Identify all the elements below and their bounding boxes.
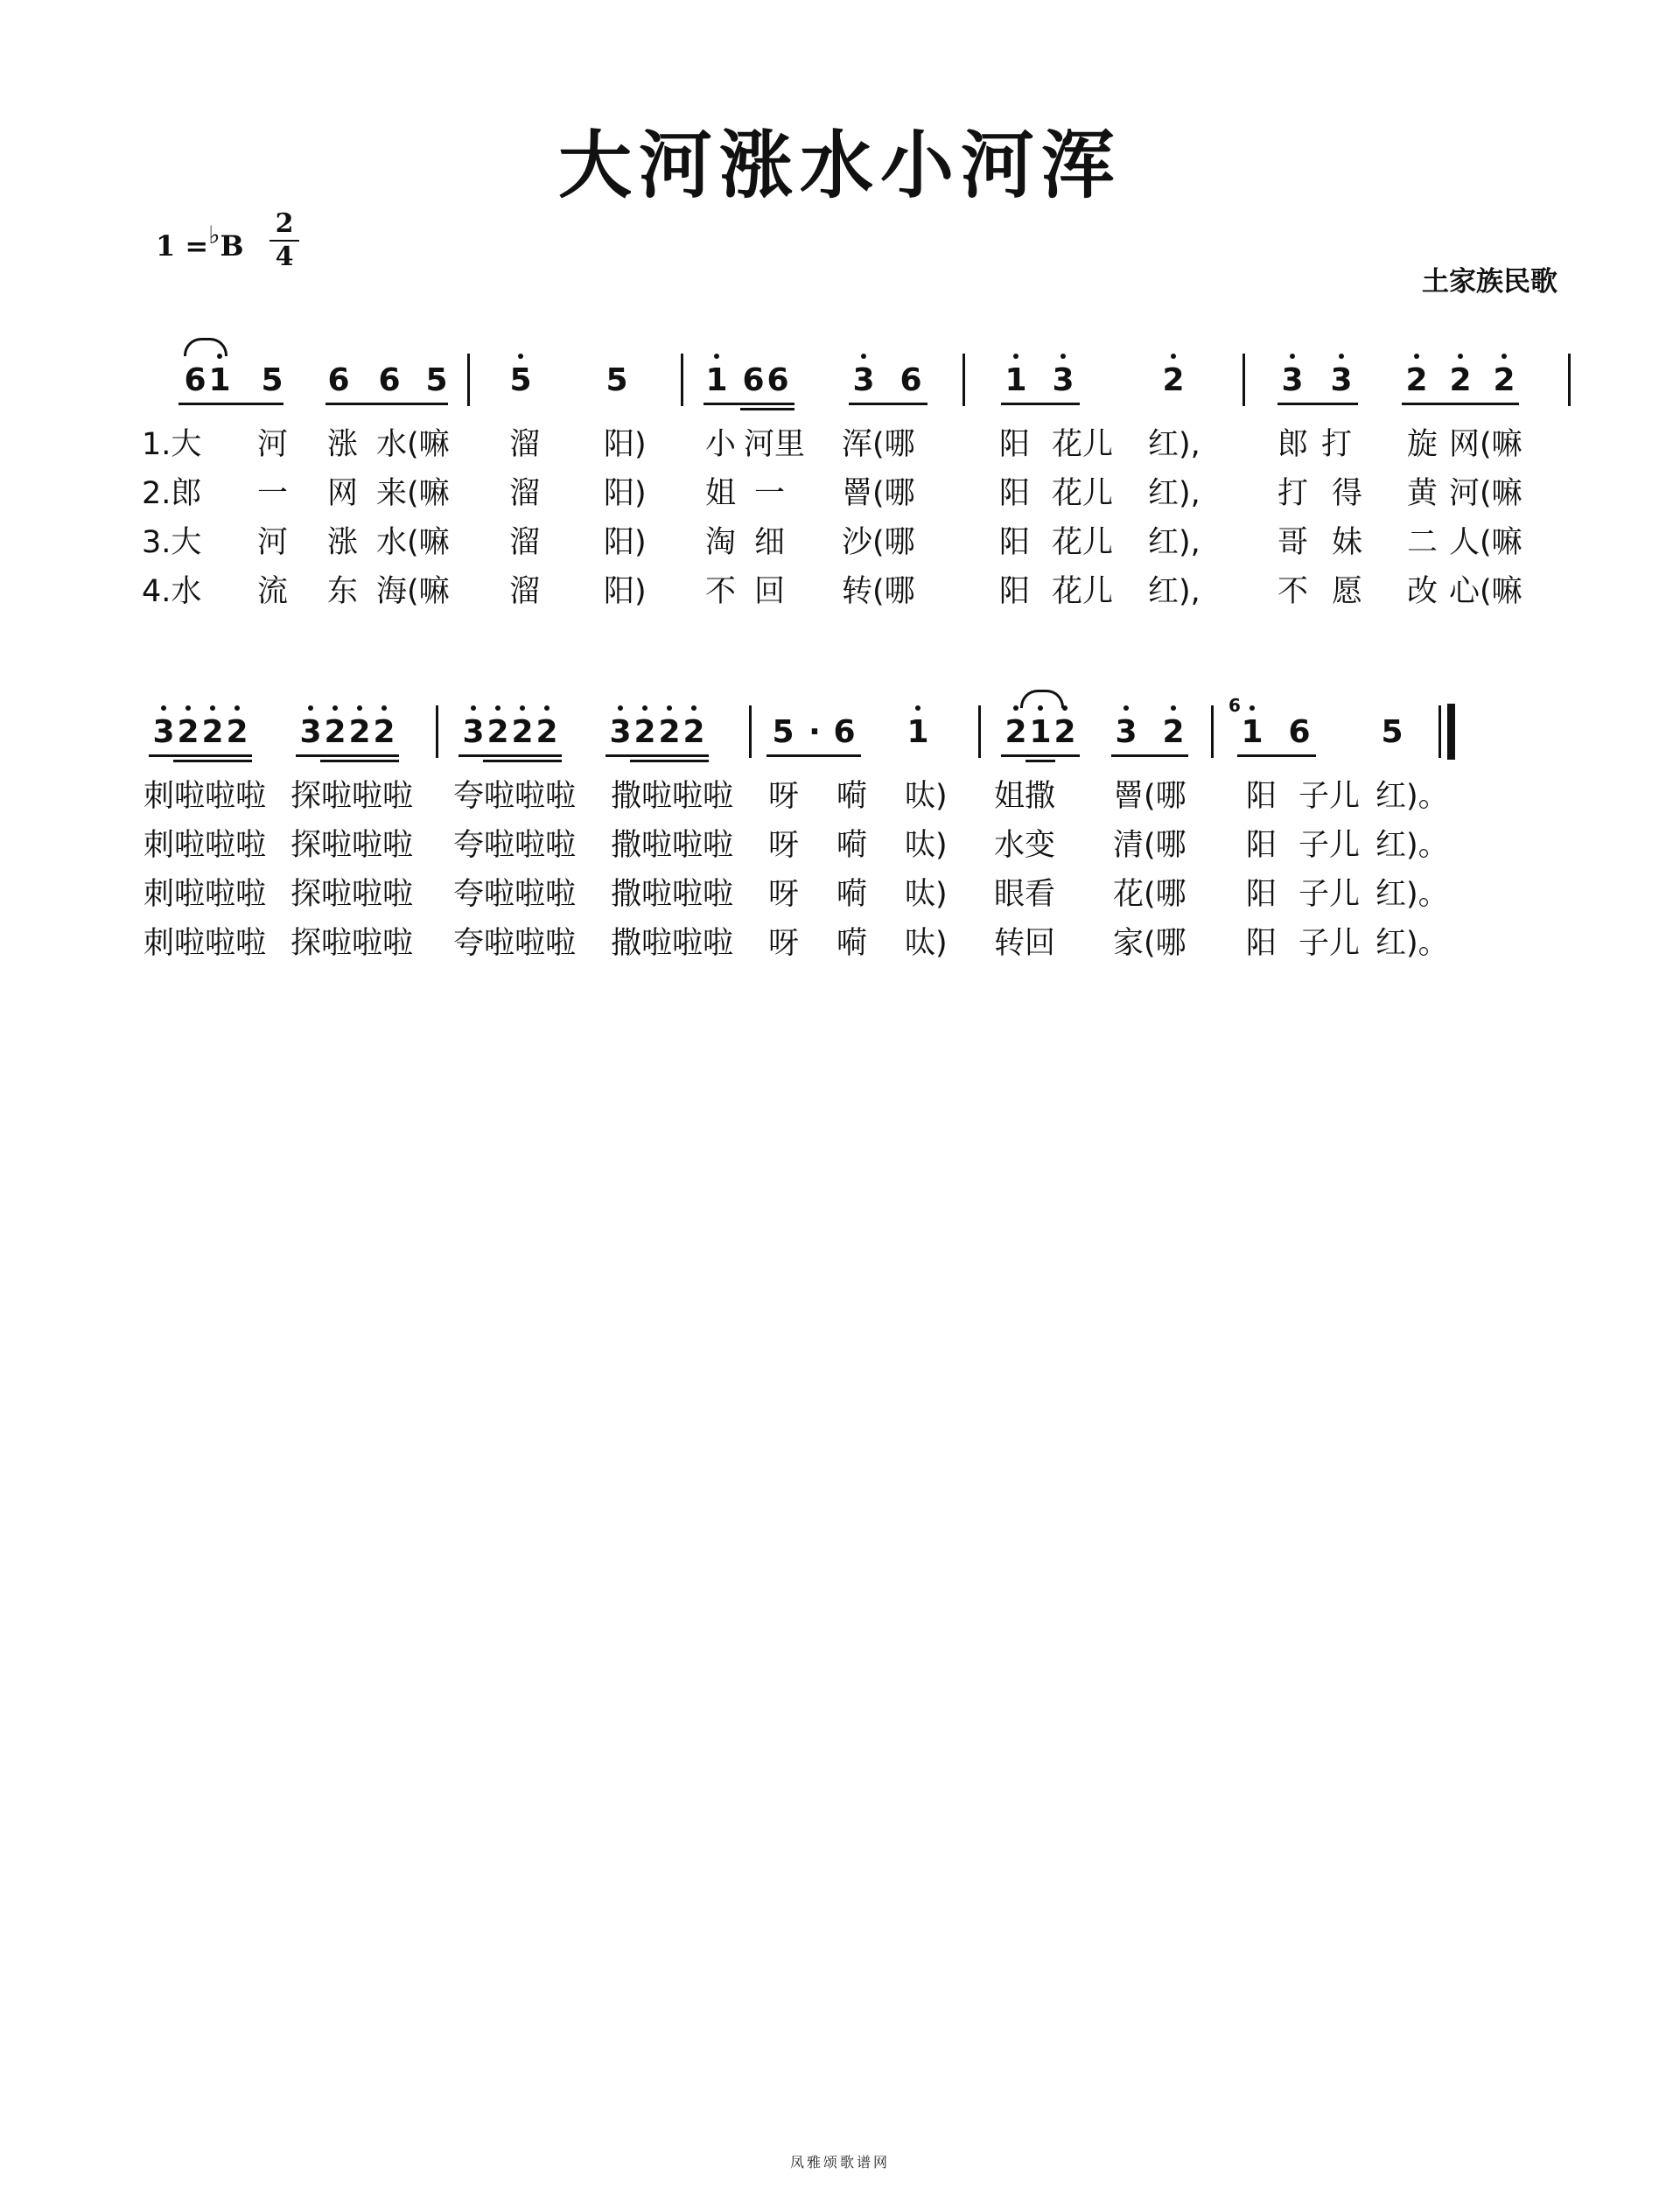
lyric: 红), <box>1148 427 1200 462</box>
bar-line <box>1242 354 1245 406</box>
lyric: 花儿 <box>1052 476 1114 511</box>
high-dot <box>520 705 525 711</box>
key-tonic: B <box>220 229 244 263</box>
lyric: 罾(哪 <box>842 476 915 511</box>
note: 6 <box>184 362 206 398</box>
high-dot <box>1038 705 1043 711</box>
note: 2 <box>1003 714 1029 750</box>
lyric: 不 <box>1278 574 1309 609</box>
lyric: 红), <box>1148 476 1200 511</box>
lyric: 阳) <box>604 574 647 609</box>
lyric: 一 <box>257 476 289 511</box>
lyric: 刺啦啦啦 <box>144 877 267 912</box>
lyric: 改 <box>1407 574 1438 609</box>
lyric: 网 <box>327 476 359 511</box>
bar-line <box>962 354 965 406</box>
high-dot <box>217 354 222 359</box>
lyric: 回 <box>754 574 786 609</box>
lyric-line-verse-4 <box>142 919 1577 968</box>
lyric: 哥 <box>1278 525 1309 560</box>
high-dot <box>1013 705 1018 711</box>
lyric: 阳 <box>999 525 1031 560</box>
high-dot <box>357 705 362 711</box>
lyric: 刺啦啦啦 <box>144 779 267 814</box>
lyric: 溜 <box>509 476 541 511</box>
note: · <box>808 714 821 750</box>
beam <box>458 754 562 757</box>
footer-watermark: 凤雅颂歌谱网 <box>789 2154 890 2170</box>
lyric: 水(嘛 <box>376 525 450 560</box>
lyric: 红), <box>1148 574 1200 609</box>
lyric: 得 <box>1332 476 1363 511</box>
beam <box>1111 754 1188 757</box>
time-signature <box>270 210 299 271</box>
note: 2 <box>632 714 658 750</box>
lyric: 阳 <box>1246 828 1278 863</box>
lyric: 夸啦啦啦 <box>453 828 577 863</box>
high-dot <box>1060 354 1066 359</box>
lyric-line-verse-3 <box>142 870 1577 919</box>
final-bar-line <box>1447 704 1455 760</box>
lyric: 红)。 <box>1376 828 1449 863</box>
note: 2 <box>509 714 536 750</box>
note: 3 <box>460 714 486 750</box>
note: 3 <box>298 714 324 750</box>
lyric: 嗬 <box>836 926 868 961</box>
note: 1 <box>1003 362 1029 398</box>
high-dot <box>1458 354 1463 359</box>
lyric: 一 <box>754 476 786 511</box>
high-dot <box>915 705 920 711</box>
lyric: 3.大 <box>142 525 202 560</box>
beam <box>296 754 399 757</box>
lyric: 撒啦啦啦 <box>611 828 734 863</box>
beam <box>1278 403 1358 405</box>
beam <box>320 760 399 762</box>
note: 2 <box>1404 362 1430 398</box>
note: 3 <box>150 714 177 750</box>
lyric: 花儿 <box>1052 574 1114 609</box>
note: 3 <box>1113 714 1139 750</box>
lyric: 转回 <box>994 926 1056 961</box>
lyric: 夸啦啦啦 <box>453 926 577 961</box>
beam <box>630 760 709 762</box>
lyric: 浑(哪 <box>842 427 915 462</box>
high-dot <box>332 705 338 711</box>
note: 6 <box>833 714 856 750</box>
beam <box>178 403 284 405</box>
lyric: 郎 <box>1278 427 1309 462</box>
lyric: 愿 <box>1332 574 1363 609</box>
lyric: 撒啦啦啦 <box>611 877 734 912</box>
lyric: 黄 <box>1407 476 1438 511</box>
lyric: 子儿 <box>1298 926 1361 961</box>
note: 1 <box>1239 714 1265 750</box>
high-dot <box>1290 354 1295 359</box>
lyric: 涨 <box>327 525 359 560</box>
bar-line <box>1438 705 1441 758</box>
lyric: 呔) <box>905 828 948 863</box>
lyric: 阳 <box>1246 926 1278 961</box>
lyric: 刺啦啦啦 <box>144 828 267 863</box>
high-dot <box>382 705 387 711</box>
lyric: 溜 <box>509 574 541 609</box>
high-dot <box>861 354 866 359</box>
note: 6 <box>327 362 350 398</box>
lyric: 花儿 <box>1052 427 1114 462</box>
lyric: 子儿 <box>1298 779 1361 814</box>
note: 2 <box>224 714 250 750</box>
note: 3 <box>1328 362 1354 398</box>
lyric: 水变 <box>994 828 1056 863</box>
lyric: 2.郎 <box>142 476 202 511</box>
note: 3 <box>607 714 634 750</box>
bar-line <box>681 354 683 406</box>
beam <box>173 760 252 762</box>
lyric: 姐撒 <box>994 779 1056 814</box>
high-dot <box>210 705 215 711</box>
high-dot <box>495 705 500 711</box>
lyric: 呀 <box>768 779 800 814</box>
lyric: 河 <box>257 427 289 462</box>
high-dot <box>1414 354 1419 359</box>
lyric: 呔) <box>905 926 948 961</box>
lyric: 打 <box>1321 427 1353 462</box>
high-dot <box>1339 354 1344 359</box>
high-dot <box>1171 705 1176 711</box>
high-dot <box>1124 705 1129 711</box>
beam <box>1026 760 1055 762</box>
note: 6 <box>378 362 401 398</box>
lyric: 阳) <box>604 525 647 560</box>
note: 1 <box>206 362 233 398</box>
note: 5 <box>261 362 284 398</box>
lyric: 花儿 <box>1052 525 1114 560</box>
note: 6 <box>900 362 922 398</box>
notation-row-2 <box>0 695 1680 761</box>
note: 3 <box>850 362 877 398</box>
note: 2 <box>1447 362 1474 398</box>
high-dot <box>1013 354 1018 359</box>
bar-line <box>467 354 470 406</box>
note: 2 <box>175 714 201 750</box>
lyric: 心(嘛 <box>1449 574 1522 609</box>
lyric: 来(嘛 <box>376 476 450 511</box>
beam <box>606 754 709 757</box>
lyrics-block-2 <box>142 772 1577 968</box>
note: 2 <box>1160 362 1186 398</box>
lyric: 小 <box>705 427 737 462</box>
note: 5 <box>508 362 534 398</box>
note: 5 <box>606 362 628 398</box>
beam <box>1001 403 1080 405</box>
lyric-line-verse-3 <box>142 518 1577 567</box>
lyric: 不 <box>705 574 737 609</box>
key-prefix: 1 = <box>156 229 209 263</box>
lyric: 探啦啦啦 <box>290 779 414 814</box>
note: 2 <box>200 714 226 750</box>
lyric: 阳 <box>999 574 1031 609</box>
lyric: 清(哪 <box>1113 828 1186 863</box>
lyric: 红)。 <box>1376 779 1449 814</box>
note: 5 <box>425 362 448 398</box>
bar-line <box>436 705 438 758</box>
beam <box>704 403 794 405</box>
lyric: 撒啦啦啦 <box>611 926 734 961</box>
lyric: 东 <box>327 574 359 609</box>
note: 2 <box>322 714 348 750</box>
lyric-line-verse-2 <box>142 821 1577 870</box>
note: 2 <box>1491 362 1517 398</box>
note: 3 <box>1279 362 1306 398</box>
note: 2 <box>681 714 707 750</box>
lyric: 阳) <box>604 427 647 462</box>
lyric: 红)。 <box>1376 877 1449 912</box>
lyric: 妹 <box>1332 525 1363 560</box>
high-dot <box>714 354 719 359</box>
lyric-line-verse-1 <box>142 420 1577 469</box>
beam <box>1001 754 1080 757</box>
beam <box>1402 403 1519 405</box>
beam <box>849 403 928 405</box>
beam <box>740 408 794 410</box>
high-dot <box>471 705 476 711</box>
lyric: 溜 <box>509 525 541 560</box>
beam <box>149 754 252 757</box>
lyric: 呀 <box>768 828 800 863</box>
time-signature-bottom: 4 <box>275 242 294 272</box>
lyric: 打 <box>1278 476 1309 511</box>
lyric: 水(嘛 <box>376 427 450 462</box>
high-dot <box>1250 705 1255 711</box>
lyric: 阳 <box>999 476 1031 511</box>
time-signature-top: 2 <box>275 208 294 239</box>
note: 2 <box>346 714 373 750</box>
note: 5 <box>772 714 794 750</box>
lyric-line-verse-4 <box>142 567 1577 616</box>
note: 6 <box>1288 714 1311 750</box>
lyric: 罾(哪 <box>1113 779 1186 814</box>
note: 1 <box>905 714 931 750</box>
high-dot <box>544 705 550 711</box>
lyric: 阳 <box>1246 779 1278 814</box>
note: 3 <box>1050 362 1076 398</box>
lyric: 转(哪 <box>842 574 915 609</box>
note: 2 <box>371 714 397 750</box>
note: 2 <box>1052 714 1078 750</box>
lyric: 家(哪 <box>1113 926 1186 961</box>
lyric: 溜 <box>509 427 541 462</box>
lyric: 二 <box>1407 525 1438 560</box>
lyric: 流 <box>257 574 289 609</box>
high-dot <box>234 705 240 711</box>
lyric: 探啦啦啦 <box>290 877 414 912</box>
beam <box>1237 754 1316 757</box>
beam <box>326 403 448 405</box>
note: 6 <box>742 362 765 398</box>
lyric: 网(嘛 <box>1449 427 1522 462</box>
lyric: 1.大 <box>142 427 202 462</box>
lyric: 子儿 <box>1298 877 1361 912</box>
lyric: 嗬 <box>836 877 868 912</box>
high-dot <box>1062 705 1068 711</box>
lyric: 旋 <box>1407 427 1438 462</box>
lyric: 4.水 <box>142 574 202 609</box>
beam <box>483 760 562 762</box>
high-dot <box>618 705 623 711</box>
lyric: 刺啦啦啦 <box>144 926 267 961</box>
high-dot <box>308 705 313 711</box>
lyric: 淘 <box>705 525 737 560</box>
lyric: 阳) <box>604 476 647 511</box>
flat-symbol: ♭ <box>208 221 220 249</box>
lyric: 嗬 <box>836 828 868 863</box>
lyric: 嗬 <box>836 779 868 814</box>
lyric: 红)。 <box>1376 926 1449 961</box>
lyric: 探啦啦啦 <box>290 828 414 863</box>
high-dot <box>518 354 523 359</box>
lyric: 花(哪 <box>1113 877 1186 912</box>
lyric: 眼看 <box>994 877 1056 912</box>
note: 1 <box>704 362 730 398</box>
lyric: 阳 <box>999 427 1031 462</box>
lyric: 人(嘛 <box>1449 525 1522 560</box>
high-dot <box>691 705 696 711</box>
high-dot <box>667 705 672 711</box>
lyrics-block-1 <box>142 420 1577 616</box>
note: 6 <box>766 362 789 398</box>
note: 1 <box>1027 714 1054 750</box>
lyric: 沙(哪 <box>842 525 915 560</box>
lyric: 阳 <box>1246 877 1278 912</box>
high-dot <box>186 705 191 711</box>
beam <box>766 754 861 757</box>
lyric: 呔) <box>905 877 948 912</box>
bar-line <box>1568 354 1571 406</box>
bar-line <box>1211 705 1214 758</box>
lyric: 呀 <box>768 877 800 912</box>
note: 5 <box>1381 714 1404 750</box>
notation-row-1 <box>0 357 1680 410</box>
lyric: 海(嘛 <box>376 574 450 609</box>
lyric: 呀 <box>768 926 800 961</box>
song-source: 土家族民歌 <box>1422 266 1558 298</box>
bar-line <box>978 705 981 758</box>
song-title: 大河涨水小河浑 <box>557 123 1122 208</box>
high-dot <box>1502 354 1507 359</box>
note: 2 <box>485 714 511 750</box>
lyric: 撒啦啦啦 <box>611 779 734 814</box>
lyric: 姐 <box>705 476 737 511</box>
bar-line <box>749 705 752 758</box>
high-dot <box>1171 354 1176 359</box>
lyric: 细 <box>754 525 786 560</box>
lyric: 子儿 <box>1298 828 1361 863</box>
key-signature <box>156 221 244 263</box>
lyric: 呔) <box>905 779 948 814</box>
lyric: 夸啦啦啦 <box>453 877 577 912</box>
lyric: 探啦啦啦 <box>290 926 414 961</box>
grace-note: 6 <box>1228 695 1241 716</box>
note: 2 <box>1160 714 1186 750</box>
lyric: 河里 <box>744 427 806 462</box>
lyric-line-verse-2 <box>142 469 1577 518</box>
lyric: 红), <box>1148 525 1200 560</box>
note: 2 <box>656 714 682 750</box>
note: 2 <box>534 714 560 750</box>
high-dot <box>161 705 166 711</box>
lyric: 河(嘛 <box>1449 476 1522 511</box>
high-dot <box>642 705 648 711</box>
lyric-line-verse-1 <box>142 772 1577 821</box>
lyric: 涨 <box>327 427 359 462</box>
lyric: 夸啦啦啦 <box>453 779 577 814</box>
lyric: 河 <box>257 525 289 560</box>
